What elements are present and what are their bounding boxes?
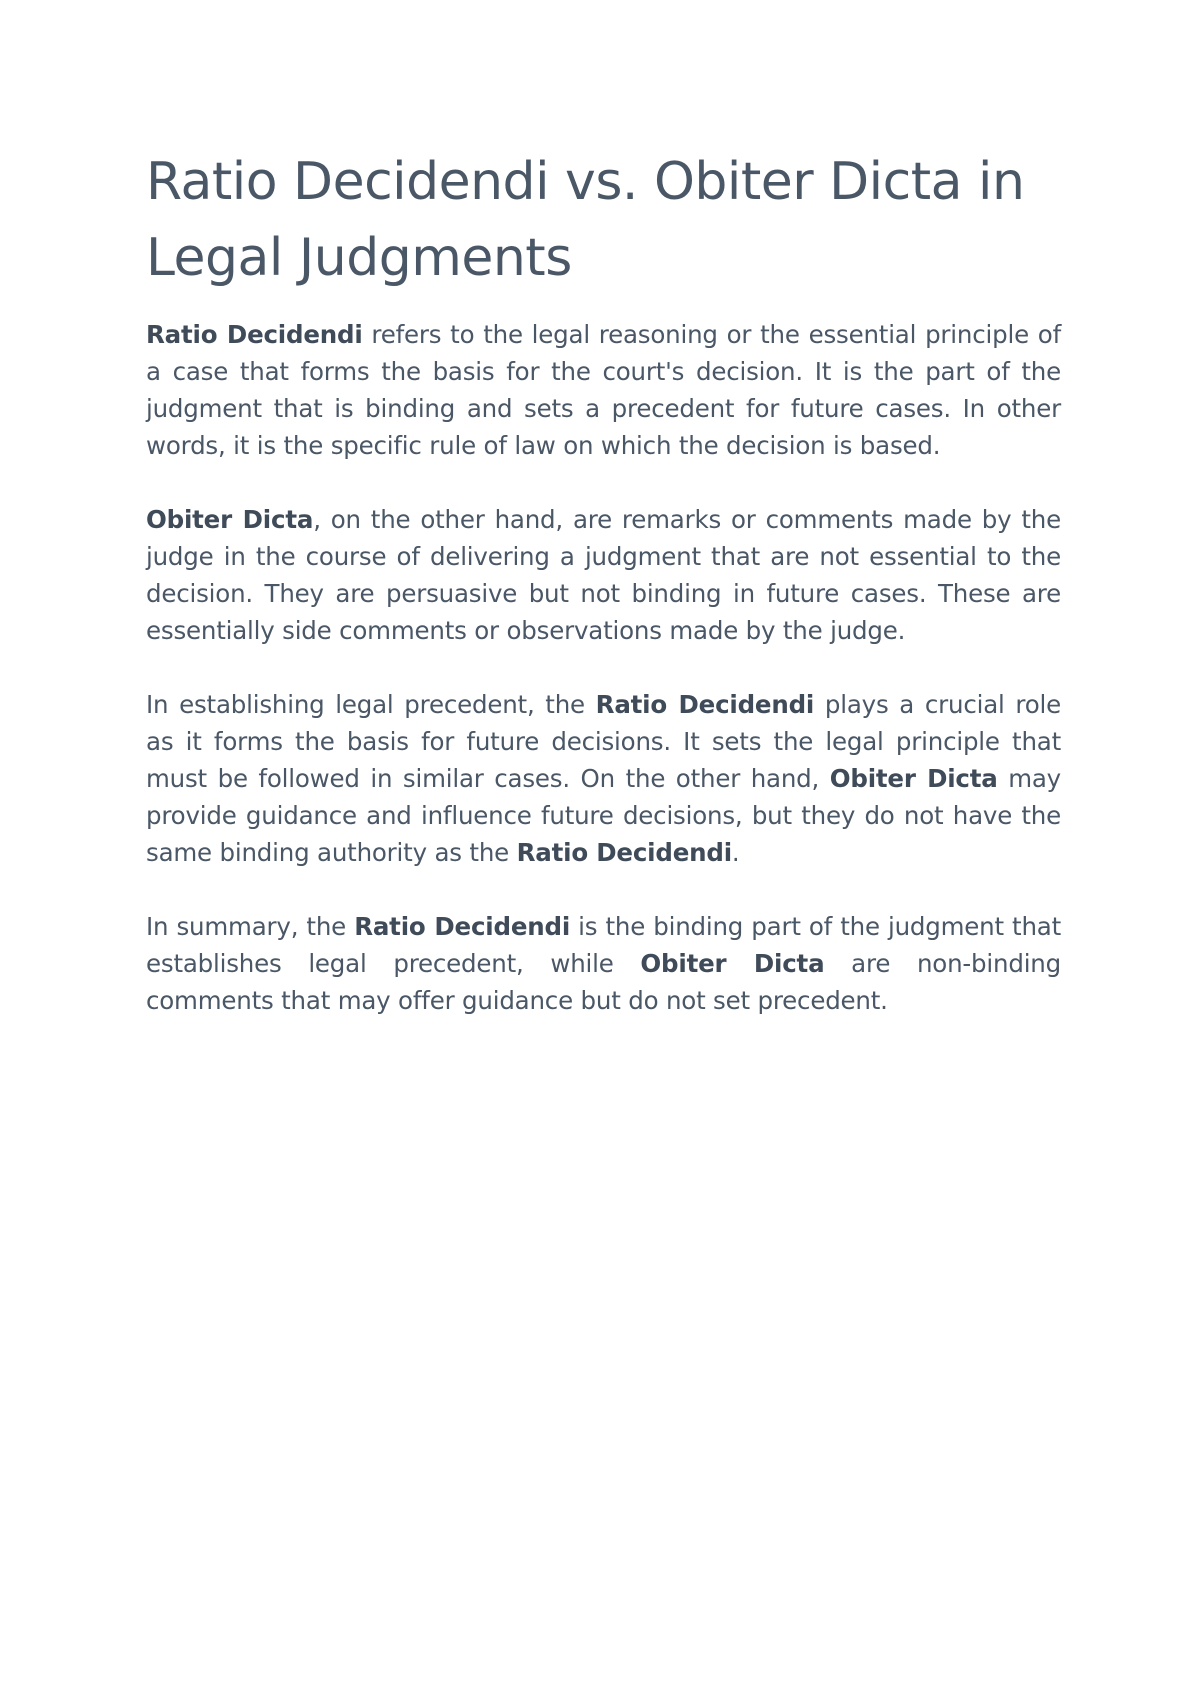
paragraph-ratio-definition (146, 316, 1061, 464)
term-ratio-decidendi: Ratio Decidendi (146, 320, 363, 349)
paragraph-text: In summary, the (146, 912, 355, 941)
paragraph-text: refers to the legal reasoning or the essential principle of a case that forms the basis for the court's decision. It is the part of the judgment that is binding and sets a precedent for future cases. In other words, it is the specific rule of law on which the decision is based. (146, 320, 1062, 460)
document-title: Ratio Decidendi vs. Obiter Dicta in Legal Judgments (146, 152, 1025, 288)
term-obiter-dicta: Obiter Dicta (640, 949, 825, 978)
term-ratio-decidendi: Ratio Decidendi (516, 838, 732, 867)
paragraph-text: plays a crucial role as it forms the basis for future decisions. It sets the legal principle that must be followed in similar cases. On the other hand, (146, 690, 1061, 793)
term-obiter-dicta: Obiter Dicta (146, 505, 314, 534)
term-ratio-decidendi: Ratio Decidendi (354, 912, 571, 941)
paragraph-text: may provide guidance and influence future decisions, but they do not have the same binding authority as the (146, 764, 1061, 867)
term-ratio-decidendi: Ratio Decidendi (595, 690, 815, 719)
paragraph-text: . (731, 838, 740, 867)
paragraph-obiter-definition (146, 501, 1061, 649)
paragraph-precedent (146, 686, 1061, 871)
document-content (146, 144, 1061, 1056)
paragraph-text: are non-binding comments that may offer guidance but do not set precedent. (146, 949, 1061, 1015)
paragraph-summary (146, 908, 1061, 1019)
paragraph-text: In establishing legal precedent, the (146, 690, 596, 719)
term-obiter-dicta: Obiter Dicta (829, 764, 998, 793)
paragraph-text: , on the other hand, are remarks or comments made by the judge in the course of delivering a judgment that are not essential to the decision. They are persuasive but not binding in future cases. These are essentially side comments or observations made by the judge. (146, 505, 1062, 645)
paragraph-text: is the binding part of the judgment that establishes legal precedent, while (146, 912, 1061, 978)
